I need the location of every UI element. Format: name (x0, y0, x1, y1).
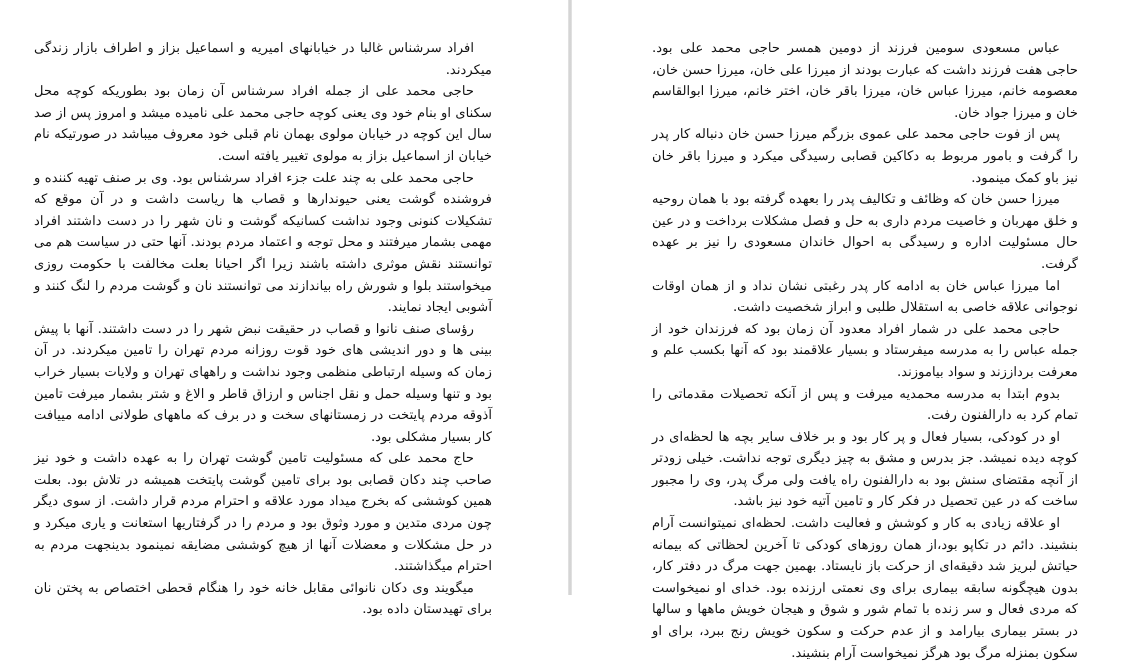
paragraph: او در کودکی، بسیار فعال و پر کار بود و بر خلاف سایر بچه ها لحظه‌ای در کوچه دیده نمیشد. جز بدرس و مشق به چیز دیگری توجه نداشت. خیلی زودتر از آنچه مقتضای سنش بود به دارالفنون راه یافت ولی مرگ پدر، وی را مجبور ساخت که در عین تحصیل در فکر کار و تامین آتیه خود نیز باشد. (652, 429, 1078, 510)
paragraph: حاج محمد علی که مسئولیت تامین گوشت تهران را به عهده داشت و خود نیز صاحب چند دکان قصابی بود برای تامین گوشت پایتخت همیشه در تلاش بود. بعلت همین کوششی که بخرج میداد مورد علاقه و احترام مردم قرار داشت. از سوی دیگر چون مردی متدین و مورد وثوق بود و مردم را در گرفتاریها استعانت و یاری میکرد و در حل مشکلات و معضلات آنها از هیچ کوششی مضایقه نمینمود بدینجهت مردم به احترام میگذاشتند. (34, 451, 492, 575)
left-page-text (34, 38, 492, 621)
paragraph: حاجی محمد علی به چند علت جزء افراد سرشناس بود. وی بر صنف تهیه کننده و فروشنده گوشت یعنی حیوندارها و قصاب ها ریاست داشت و در آن موقع که تشکیلات کنونی وجود نداشت کسانیکه گوشت و نان شهر را در دست داشتند افراد مهمی بشمار میرفتند و محل توجه و اعتماد مردم بودند. آنها حتی در سیاست هم می توانستند نقش موثری داشته باشند زیرا اگر احیانا بعلت مخالفت با حکومت روزی میخواستند بلوا و شورش راه بیاندازند می توانستند نان و گوشت مردم را لنگ کنند و آشوبی ایجاد نمایند. (34, 170, 492, 316)
paragraph: بدوم ابتدا به مدرسه محمدیه میرفت و پس از آنکه تحصیلات مقدماتی را تمام کرد به دارالفنون رفت. (652, 386, 1078, 424)
paragraph: افراد سرشناس غالبا در خیابانهای امیریه و اسماعیل بزاز و اطراف بازار زندگی میکردند. (34, 41, 492, 78)
paragraph: رؤسای صنف نانوا و قصاب در حقیقت نبض شهر را در دست داشتند. آنها با پیش بینی ها و دور اندیشی های خود قوت روزانه مردم تهران را تامین میکردند. در آن زمان که وسیله ارتباطی منظمی وجود نداشت و راههای تهران و ولایات بسیار خراب بود و تنها وسیله حمل و نقل اجناس و ارزاق قاطر و الاغ و شتر بشمار میرفت تامین آذوقه مردم پایتخت در زمستانهای سخت و در برف که ماههای طولانی ادامه مییافت کار بسیار مشکلی بود. (34, 321, 492, 445)
paragraph: پس از فوت حاجی محمد علی عموی بزرگم میرزا حسن خان دنباله کار پدر را گرفت و بامور مربوط به دکاکین قصابی رسیدگی میکرد و میرزا باقر خان نیز باو کمک مینمود. (652, 127, 1078, 186)
paragraph: اما میرزا عباس خان به ادامه کار پدر رغبتی نشان نداد و از همان اوقات نوجوانی علاقه خاصی به استقلال طلبی و ابراز شخصیت داشت. (652, 278, 1078, 316)
right-page-text (652, 38, 1078, 664)
paragraph: او علاقه زیادی به کار و کوشش و فعالیت داشت. لحظه‌ای نمیتوانست آرام بنشیند. دائم در تکاپو بود،از همان روزهای کودکی تا آخرین لحظاتی که بیمانه حیاتش لبریز شد دقیقه‌ای از حرکت باز نایستاد. بهمین جهت مرگ در دفتر کار، بدون هیچگونه سابقه بیماری برای وی نعمتی ارزنده بود. خدای او نمیخواست که مردی فعال و سر زنده با تمام شور و شوق و هیجان خویش ماهها و سالها در بستر بیماری بیارامد و از عدم حرکت و سکون خویش رنج ببرد، برای او سکون بمنزله مرگ بود هرگز نمیخواست آرام بنشیند. (652, 516, 1078, 661)
paragraph: حاجی محمد علی در شمار افراد معدود آن زمان بود که فرزندان خود از جمله عباس را به مدرسه میفرستاد و بسیار علاقمند بود که آنها بکسب علم و معرفت برداززند و سواد بیاموزند. (652, 321, 1078, 380)
right-page (572, 0, 1139, 661)
paragraph: میگویند وی دکان نانوائی مقابل خانه خود را هنگام قحطی اختصاص به پختن نان برای تهیدستان داده بود. (34, 580, 492, 618)
paragraph: حاجی محمد علی از جمله افراد سرشناس آن زمان بود بطوریکه کوچه محل سکنای او بنام خود وی یعنی کوچه حاجی محمد علی نامیده میشد و امروز پس از صد سال این کوچه در خیابان مولوی بهمان نام قبلی خود معروف میباشد در صورتیکه نام خیابان از اسماعیل بزاز به مولوی تغییر یافته است. (34, 84, 492, 164)
paragraph: عباس مسعودی سومین فرزند از دومین همسر حاجی محمد علی بود. حاجی هفت فرزند داشت که عبارت بودند از میرزا علی خان، میرزا حسن خان، معصومه خانم، میرزا عباس خان، میرزا باقر خان، اختر خانم، میرزا ابوالقاسم خان و میرزا جواد خان. (652, 41, 1078, 121)
paragraph: میرزا حسن خان که وظائف و تکالیف پدر را بعهده گرفته بود با همان روحیه و خلق مهربان و خاصیت مردم داری به حل و فصل مشکلات برداخت و در عین حال مسئولیت اداره و رسیدگی به احوال خاندان مسعودی را نیز بر عهده گرفت. (652, 192, 1078, 272)
left-page (0, 0, 568, 618)
